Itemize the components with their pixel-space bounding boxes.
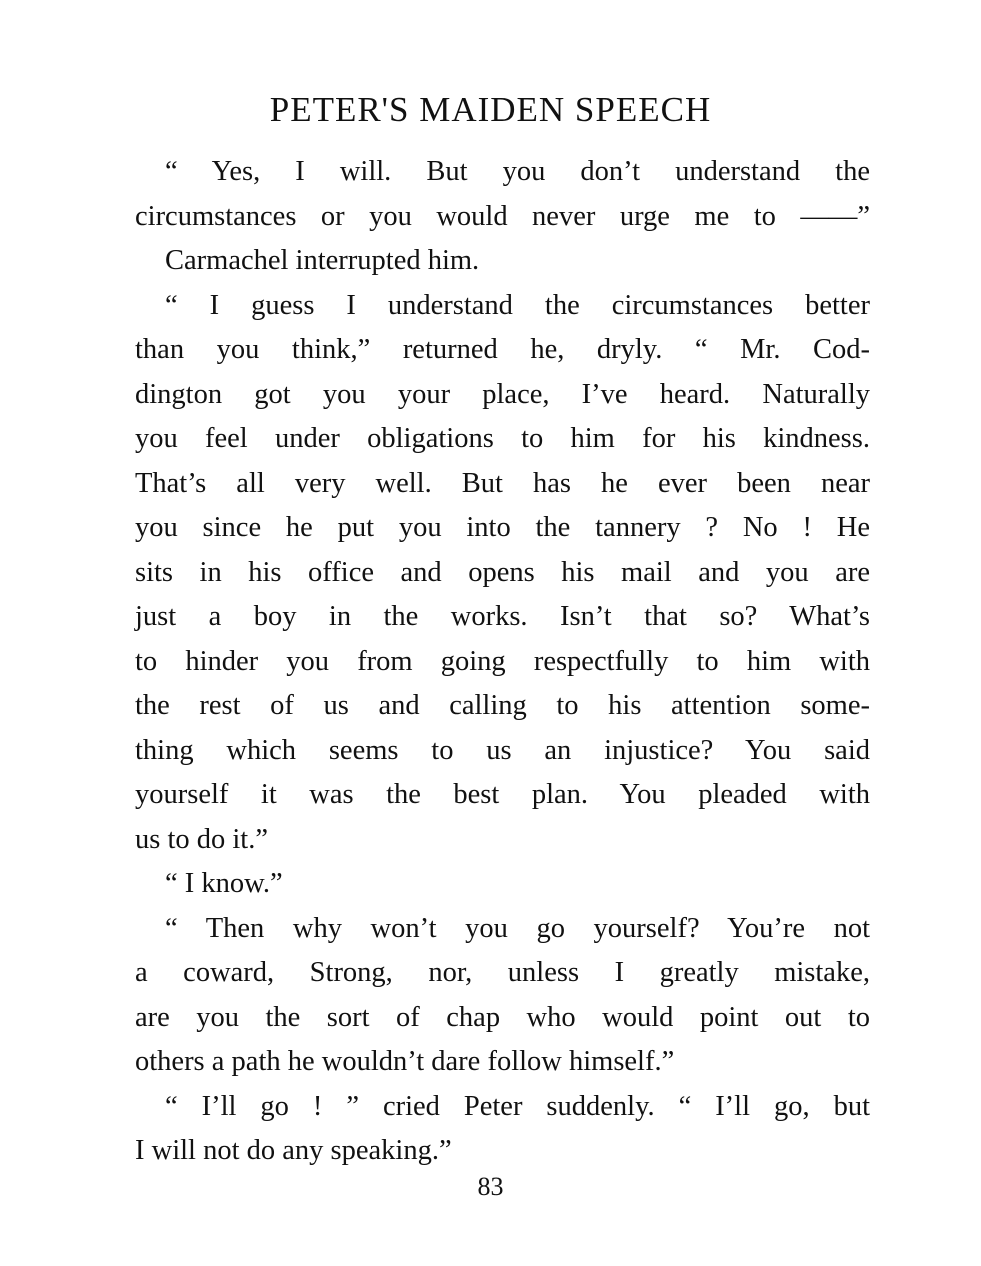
text-line: “ I’ll go ! ” cried Peter suddenly. “ I’ll go, but <box>165 1090 870 1122</box>
text-line: That’s all very well. But has he ever been near <box>135 467 870 499</box>
text-line: I will not do any speaking.” <box>135 1135 452 1166</box>
paragraph-3 <box>135 284 870 863</box>
body-text <box>135 150 870 1174</box>
text-line: others a path he wouldn’t dare follow himself.” <box>135 1046 675 1077</box>
paragraph-2 <box>135 239 870 284</box>
text-line: Carmachel interrupted him. <box>165 245 480 276</box>
paragraph-1 <box>135 150 870 239</box>
text-line: you since he put you into the tannery ? No ! He <box>135 512 870 543</box>
text-line: thing which seems to us an injustice? You said <box>135 734 870 766</box>
text-line: dington got you your place, I’ve heard. Naturally <box>135 378 870 410</box>
text-line: circumstances or you would never urge me to ——” <box>135 200 870 232</box>
text-line: us to do it.” <box>135 823 268 855</box>
text-line: “ I know.” <box>165 868 283 899</box>
text-line: just a boy in the works. Isn’t that so? What’s <box>135 601 870 632</box>
text-line: than you think,” returned he, dryly. “ Mr. Cod- <box>135 334 870 365</box>
text-line: you feel under obligations to him for his kindness. <box>135 423 870 454</box>
text-line: yourself it was the best plan. You pleaded with <box>135 779 870 810</box>
page-number: 83 <box>477 1172 504 1201</box>
text-line: are you the sort of chap who would point out to <box>135 1001 870 1033</box>
text-line: to hinder you from going respectfully to him with <box>135 645 870 677</box>
running-head: PETER'S MAIDEN SPEECH <box>269 90 712 129</box>
text-line: “ Yes, I will. But you don’t understand the <box>165 156 870 187</box>
text-line: the rest of us and calling to his attention some- <box>135 690 870 721</box>
paragraph-5 <box>135 907 870 1085</box>
text-line: sits in his office and opens his mail and you are <box>135 556 870 588</box>
text-line: “ Then why won’t you go yourself? You’re not <box>165 912 870 944</box>
paragraph-6 <box>135 1085 870 1174</box>
text-line: a coward, Strong, nor, unless I greatly mistake, <box>135 957 870 988</box>
text-line: “ I guess I understand the circumstances better <box>165 289 870 321</box>
paragraph-4 <box>135 862 870 907</box>
